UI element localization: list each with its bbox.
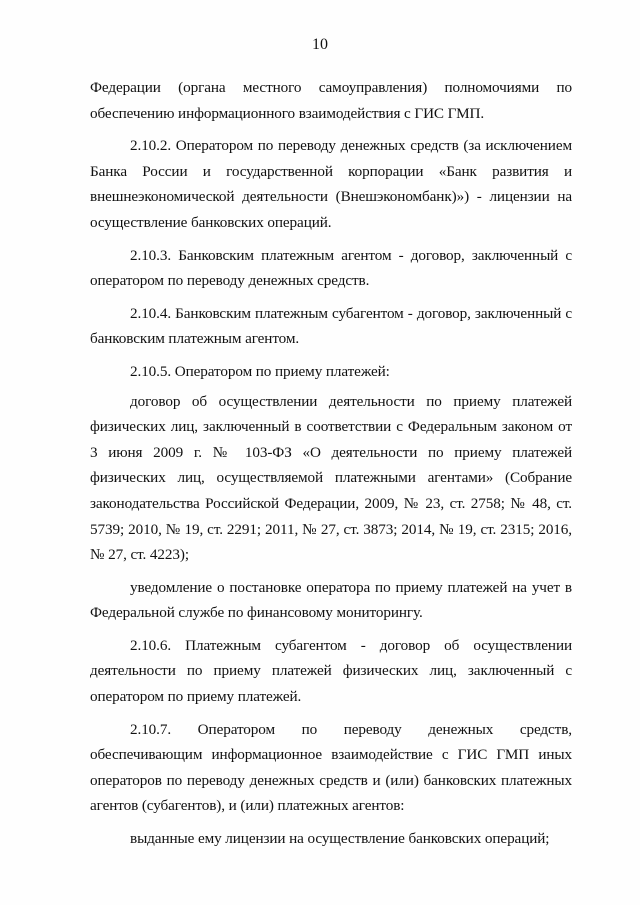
paragraph-2-10-3: 2.10.3. Банковским платежным агентом - договор, заключенный с оператором по переводу денежных средств. (90, 246, 572, 290)
document-body (90, 75, 572, 859)
paragraph-2-10-6: 2.10.6. Платежным субагентом - договор об осуществлении деятельности по приему платежей физических лиц, заключенный с оператором по приему платежей. (90, 636, 572, 706)
paragraph-licenses: выданные ему лицензии на осуществление банковских операций; (130, 830, 550, 848)
paragraph-2-10-5: 2.10.5. Оператором по приему платежей: (130, 362, 390, 380)
page-number: 10 (312, 36, 328, 53)
paragraph-2-10-4: 2.10.4. Банковским платежным субагентом - договор, заключенный с банковским платежным агентом. (90, 304, 572, 348)
paragraph-continuation: Федерации (органа местного самоуправления) полномочиями по обеспечению информационного взаимодействия с ГИС ГМП. (90, 79, 572, 122)
paragraph-notification: уведомление о постановке оператора по приему платежей на учет в Федеральной службе по финансовому мониторингу. (90, 578, 572, 622)
paragraph-2-10-2: 2.10.2. Оператором по переводу денежных средств (за исключением Банка России и государственной корпорации «Банк развития и внешнеэкономической деятельности (Внешэкономбанк)») - лицензии на осуществление банковских операций. (90, 137, 572, 231)
paragraph-2-10-7: 2.10.7. Оператором по переводу денежных средств, обеспечивающим информационное взаимодействие с ГИС ГМП иных операторов по переводу денежных средств и (или) банковских платежных агентов (субагентов), и (или) платежных агентов: (90, 720, 572, 815)
paragraph-contract-payments: договор об осуществлении деятельности по приему платежей физических лиц, заключенный в соответствии с Федеральным законом от 3 июня 2009 г. № 103-ФЗ «О деятельности по приему платежей физических лиц, осуществляемой платежными агентами» (Собрание законодательства Российской Федерации, 2009, № 23, ст. 2758; № 48, ст. 5739; 2010, № 19, ст. 2291; 2011, № 27, ст. 3873; 2014, № 19, ст. 2315; 2016, № 27, ст. 4223); (90, 392, 572, 564)
